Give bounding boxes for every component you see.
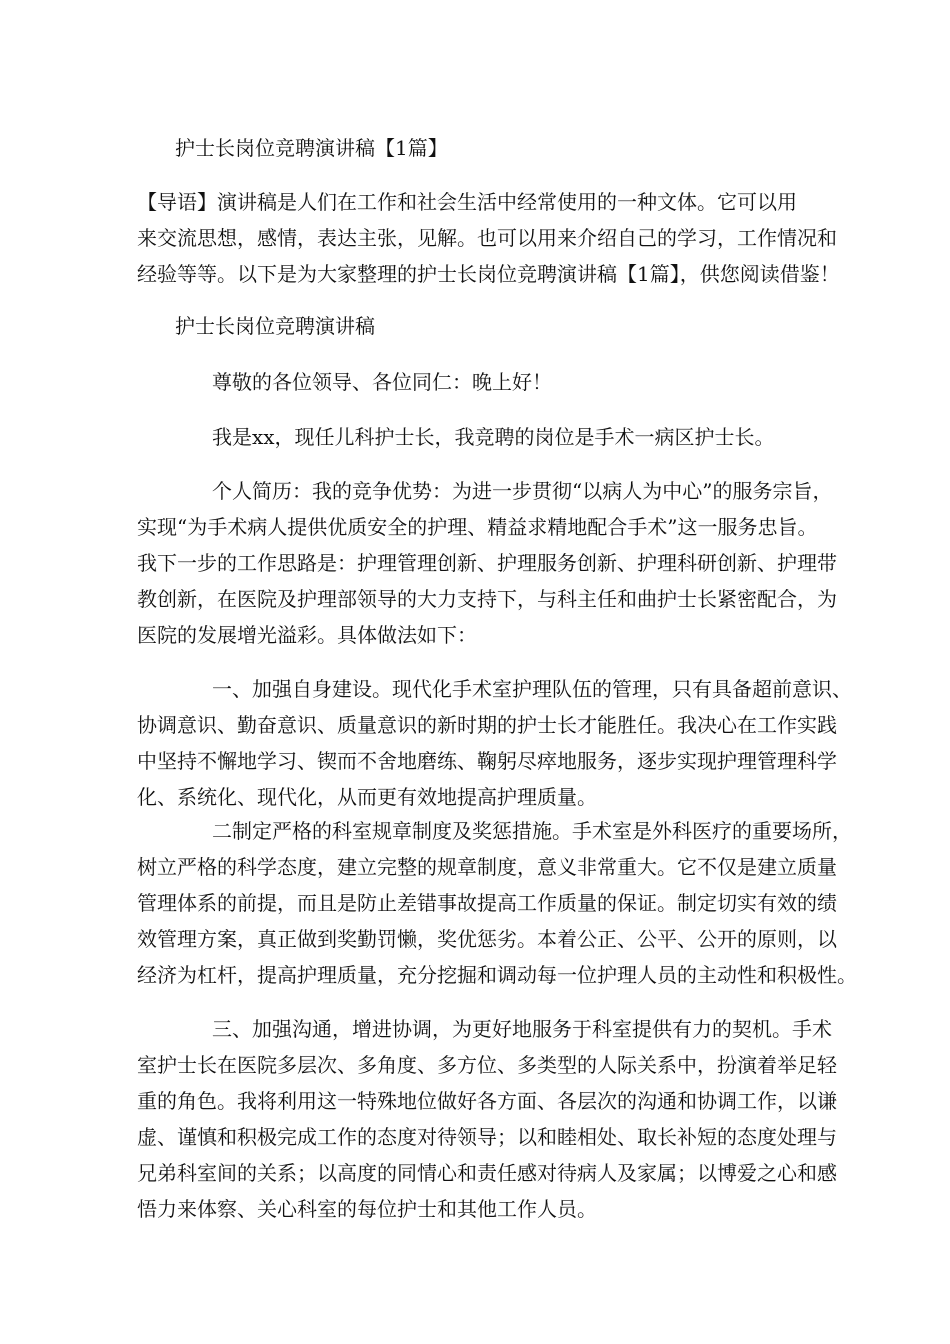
intro-line: 来交流思想，感情，表达主张，见解。也可以用来介绍自己的学习，工作情况和 [137, 226, 837, 250]
paragraph-line: 化、系统化、现代化，从而更有效地提高护理质量。 [137, 785, 597, 809]
paragraph-line: 三、加强沟通，增进协调，为更好地服务于科室提供有力的契机。手术 [212, 1017, 832, 1041]
paragraph-line: 中坚持不懈地学习、锲而不舍地磨练、鞠躬尽瘁地服务，逐步实现护理管理科学 [137, 749, 837, 773]
paragraph-line: 管理体系的前提，而且是防止差错事故提高工作质量的保证。制定切实有效的绩 [137, 891, 837, 915]
greeting: 尊敬的各位领导、各位同仁：晚上好！ [212, 370, 552, 394]
paragraph-line: 兄弟科室间的关系；以高度的同情心和责任感对待病人及家属；以博爱之心和感 [137, 1161, 837, 1185]
paragraph-line: 虚、谨慎和积极完成工作的态度对待领导；以和睦相处、取长补短的态度处理与 [137, 1125, 837, 1149]
intro-line: 经验等等。以下是为大家整理的护士长岗位竞聘演讲稿【1篇】，供您阅读借鉴！ [137, 262, 840, 286]
paragraph-line: 个人简历：我的竞争优势：为进一步贯彻“以病人为中心”的服务宗旨， [212, 479, 833, 503]
paragraph-line: 医院的发展增光溢彩。具体做法如下： [137, 623, 477, 647]
paragraph-line: 重的角色。我将利用这一特殊地位做好各方面、各层次的沟通和协调工作，以谦 [137, 1089, 837, 1113]
self-introduction: 我是xx，现任儿科护士长，我竞聘的岗位是手术一病区护士长。 [212, 425, 775, 449]
paragraph-line: 实现“为手术病人提供优质安全的护理、精益求精地配合手术”这一服务忠旨。 [137, 515, 818, 539]
paragraph-line: 我下一步的工作思路是：护理管理创新、护理服务创新、护理科研创新、护理带 [137, 551, 837, 575]
paragraph-line: 效管理方案，真正做到奖勤罚懒，奖优惩劣。本着公正、公平、公开的原则，以 [137, 927, 837, 951]
intro-line: 【导语】演讲稿是人们在工作和社会生活中经常使用的一种文体。它可以用 [137, 190, 797, 214]
paragraph-line: 一、加强自身建设。现代化手术室护理队伍的管理，只有具备超前意识、 [212, 677, 852, 701]
paragraph-line: 二制定严格的科室规章制度及奖惩措施。手术室是外科医疗的重要场所， [212, 819, 852, 843]
paragraph-line: 悟力来体察、关心科室的每位护士和其他工作人员。 [137, 1197, 597, 1221]
paragraph-line: 经济为杠杆，提高护理质量，充分挖掘和调动每一位护理人员的主动性和积极性。 [137, 963, 857, 987]
paragraph-line: 教创新，在医院及护理部领导的大力支持下，与科主任和曲护士长紧密配合，为 [137, 587, 837, 611]
paragraph-line: 协调意识、勤奋意识、质量意识的新时期的护士长才能胜任。我决心在工作实践 [137, 713, 837, 737]
speech-subtitle: 护士长岗位竞聘演讲稿 [175, 314, 375, 338]
document-title: 护士长岗位竞聘演讲稿【1篇】 [175, 136, 448, 160]
paragraph-line: 室护士长在医院多层次、多角度、多方位、多类型的人际关系中，扮演着举足轻 [137, 1053, 837, 1077]
paragraph-line: 树立严格的科学态度，建立完整的规章制度，意义非常重大。它不仅是建立质量 [137, 855, 837, 879]
